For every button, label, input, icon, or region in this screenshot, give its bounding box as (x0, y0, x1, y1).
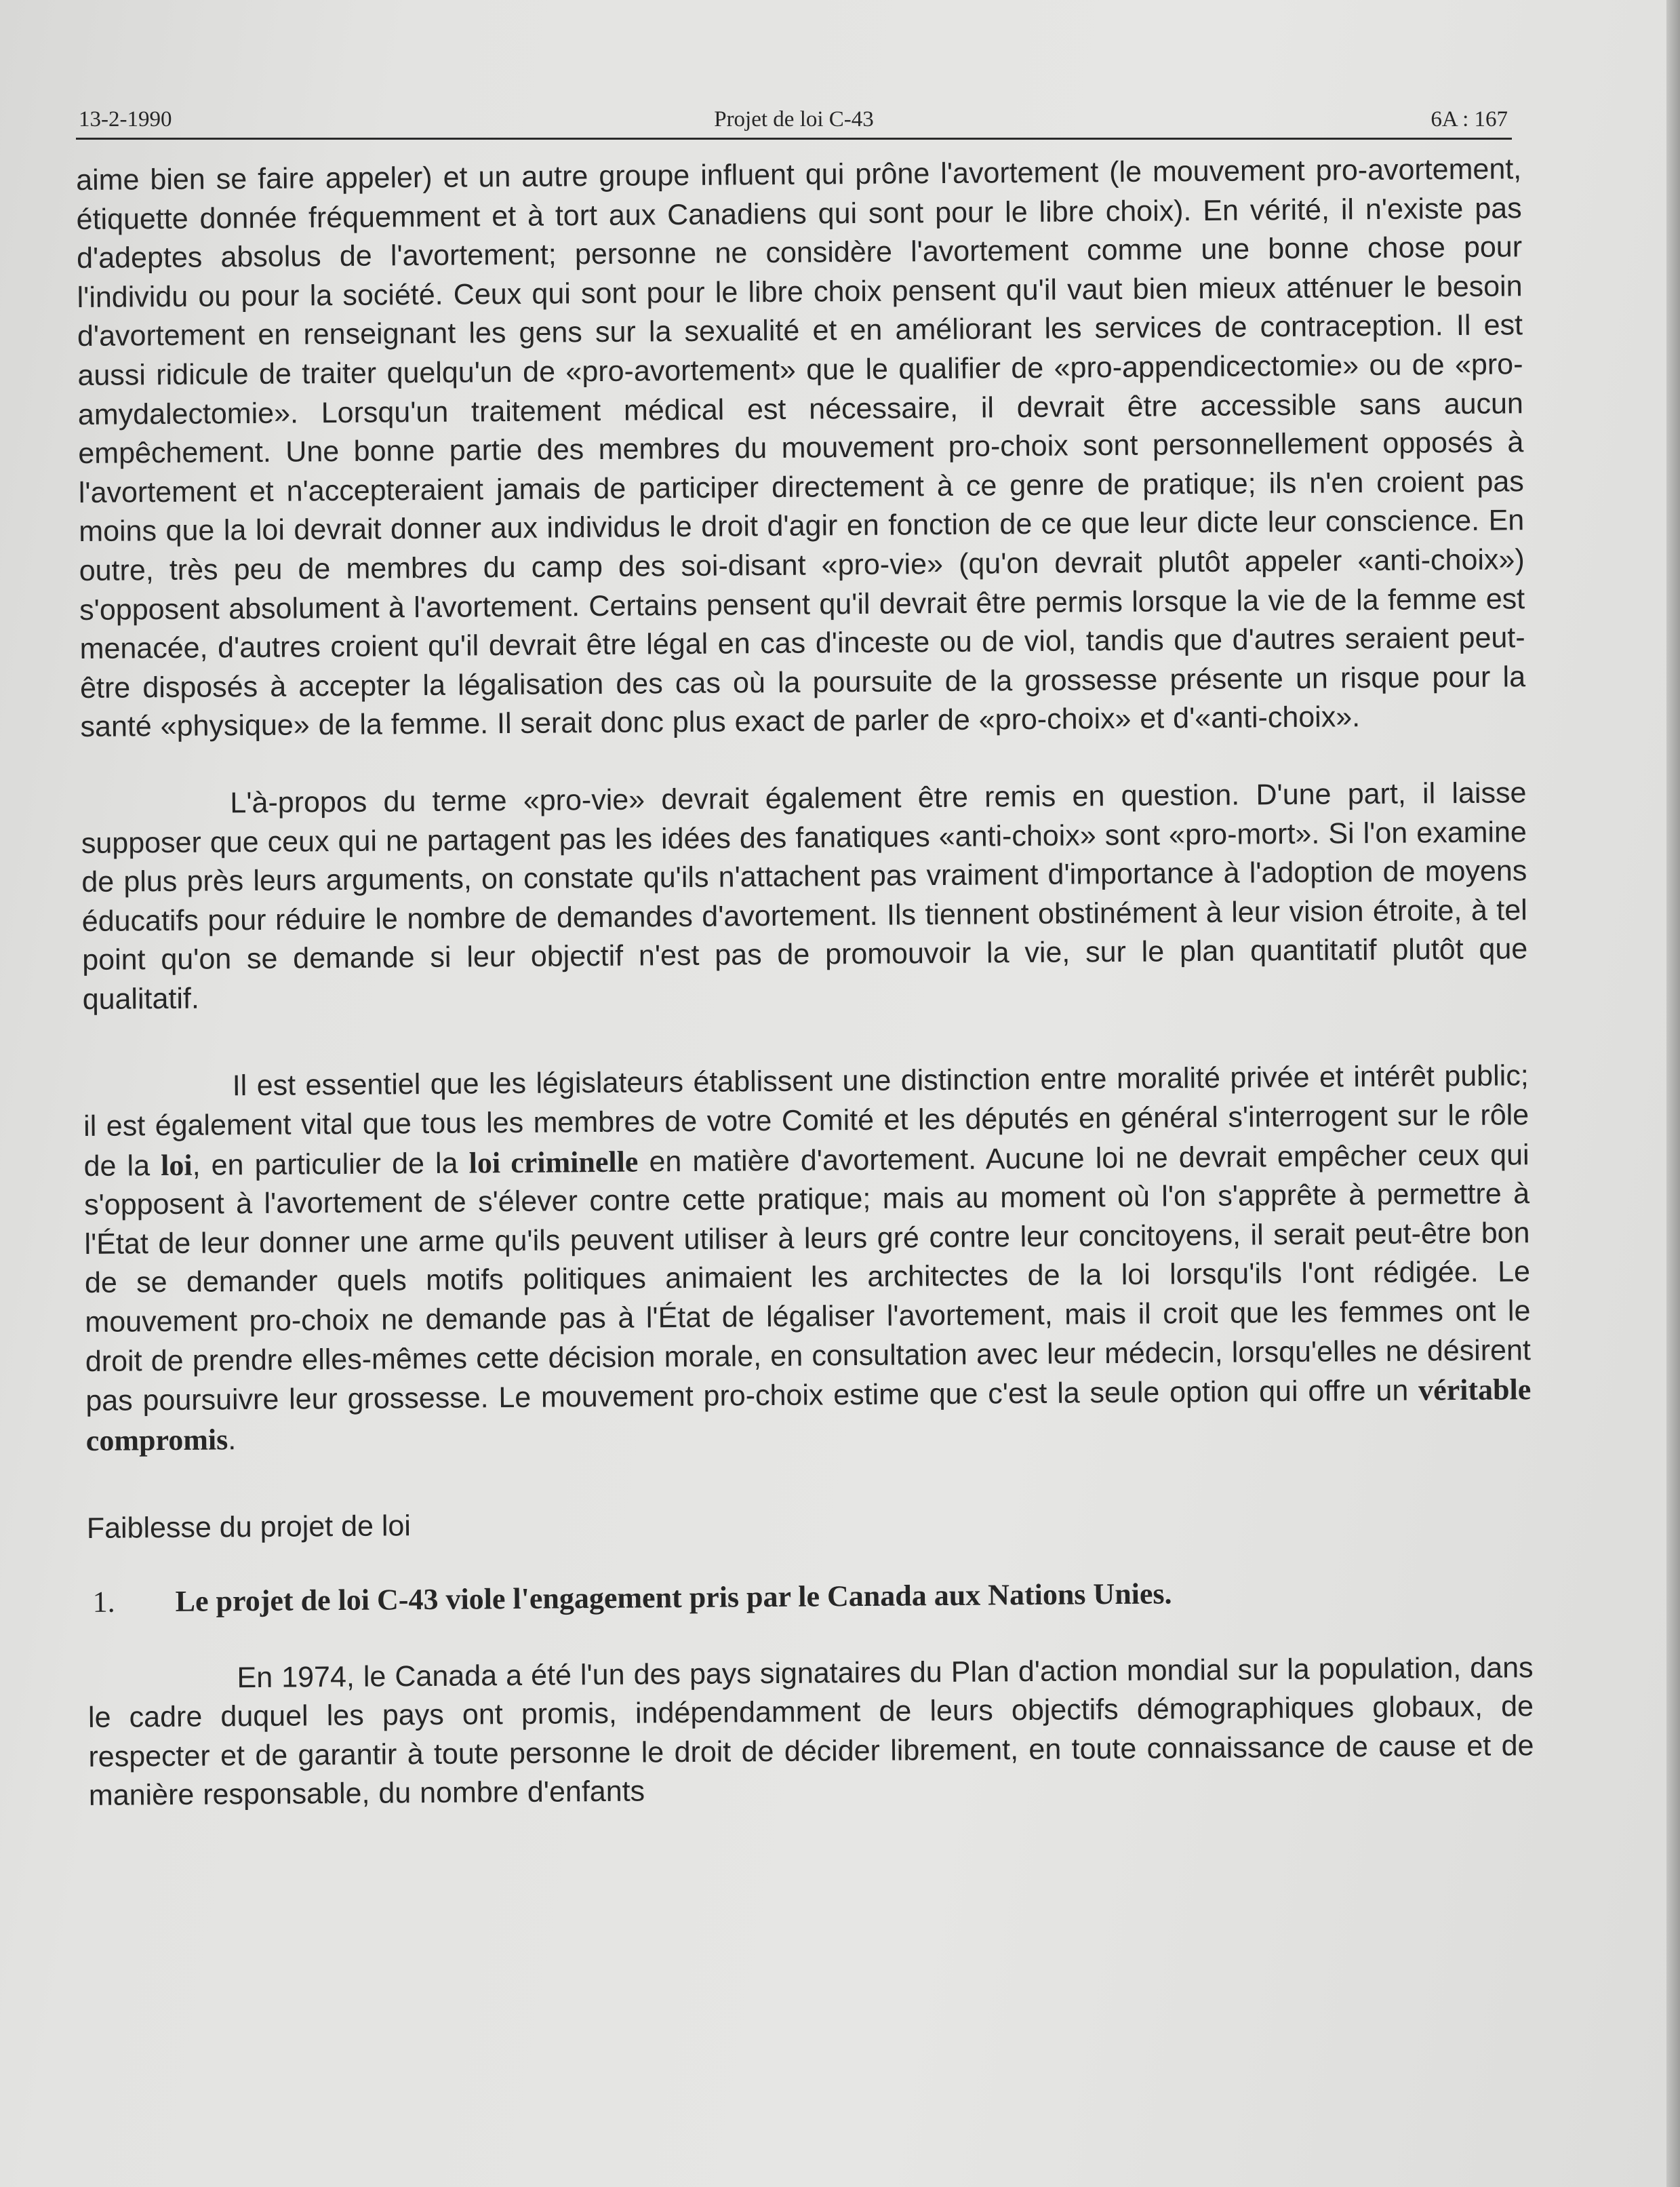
paragraph-text: en matière d'avortement. Aucune loi ne devrait empêcher ceux qui s'opposent à l'avortement de s'élever contre cette pratique; mais au moment où l'on s'apprête à permettre à l'État de leur donner une arme qu'ils peuvent utiliser à leurs gré contre leur concitoyens, il serait peut-être bon de se demander quels motifs politiques animaient les architectes de la loi lorsqu'ils l'ont rédigée. Le mouvement pro-choix ne demande pas à l'État de légaliser l'avortement, mais il croit que les femmes ont le droit de prendre elles-mêmes cette décision morale, en consultation avec leur médecin, lorsqu'elles ne désirent pas poursuivre leur grossesse. Le mouvement pro-choix estime que c'est la seule option qui offre un (83, 1138, 1532, 1418)
document-body (76, 150, 1534, 1816)
bold-term-loi-criminelle: loi criminelle (468, 1145, 639, 1180)
header-date: 13-2-1990 (79, 107, 172, 132)
section-heading: Faiblesse du projet de loi (86, 1510, 412, 1545)
paragraph-legislators (83, 1057, 1532, 1461)
running-header (76, 98, 1512, 140)
numbered-item (87, 1571, 1532, 1621)
paragraph-text: Il est essentiel que les législateurs établissent une distinction entre moralité privée et intérêt public; il est également vital que tous les membres de votre Comité et les députés en général s'interrogent sur le rôle de la (83, 1059, 1529, 1183)
bold-term-loi: loi (160, 1148, 193, 1182)
paragraph-text: . (228, 1423, 237, 1457)
item-title: Le projet de loi C-43 viole l'engagement pris par le Canada aux Nations Unies. (175, 1577, 1172, 1618)
paragraph-pro-vie: L'à-propos du terme «pro-vie» devrait également être remis en question. D'une part, il laisse supposer que ceux qui ne partagent pas les idées des fanatiques «anti-choix» sont «pro-mort». Si l'on examine de plus près leurs arguments, on constate qu'ils n'attachent pas vraiment d'importance à l'adoption de moyens éducatifs pour réduire le nombre de demandes d'avortement. Ils tiennent obstinément à leur vision étroite, à tel point qu'on se demande si leur objectif n'est pas de promouvoir la vie, sur le plan quantitatif plutôt que qualitatif. (81, 776, 1528, 1016)
bold-term-compromis: véritable compromis (85, 1373, 1532, 1457)
paragraph-1974: En 1974, le Canada a été l'un des pays signataires du Plan d'action mondial sur la population, dans le cadre duquel les pays ont promis, indépendamment de leurs objectifs démographiques globaux, de respecter et de garantir à toute personne le droit de décider librement, en toute connaissance de cause et de manière responsable, du nombre d'enfants (87, 1651, 1534, 1813)
scan-edge-shadow (1666, 0, 1680, 2187)
header-page-reference: 6A : 167 (1431, 107, 1508, 132)
paragraph-text: , en particulier de la (192, 1147, 469, 1182)
header-title: Projet de loi C-43 (714, 107, 874, 132)
paragraph-continued: aime bien se faire appeler) et un autre groupe influent qui prône l'avortement (le mouvement pro-avortement, étiquette donnée fréquemment et à tort aux Canadiens qui sont pour le libre choix). En vérité, il n'existe pas d'adeptes absolus de l'avortement; personne ne considère l'avortement comme une bonne chose pour l'individu ou pour la société. Ceux qui sont pour le libre choix pensent qu'il vaut bien mieux atténuer le besoin d'avortement en renseignant les gens sur la sexualité et en améliorant les services de contraception. Il est aussi ridicule de traiter quelqu'un de «pro-avortement» que le qualifier de «pro-appendicectomie» ou de «pro-amydalectomie». Lorsqu'un traitement médical est nécessaire, il devrait être accessible sans aucun empêchement. Une bonne partie des membres du mouvement pro-choix sont personnellement opposés à l'avortement et n'accepteraient jamais de participer directement à ce genre de pratique; ils n'en croient pas moins que la loi devrait donner aux individus le droit d'agir en fonction de ce que leur dicte leur conscience. En outre, très peu de membres du camp des soi-disant «pro-vie» (qu'on devrait plutôt appeler «anti-choix») s'opposent absolument à l'avortement. Certains pensent qu'il devrait être permis lorsque la vie de la femme est menacée, d'autres croient qu'il devrait être légal en cas d'inceste ou de viol, tandis que d'autres seraient peut-être disposés à accepter la légalisation des cas où la poursuite de la grossesse présente un risque pour la santé «physique» de la femme. Il serait donc plus exact de parler de «pro-choix» et d'«anti-choix». (76, 153, 1526, 744)
item-number: 1. (92, 1585, 115, 1619)
